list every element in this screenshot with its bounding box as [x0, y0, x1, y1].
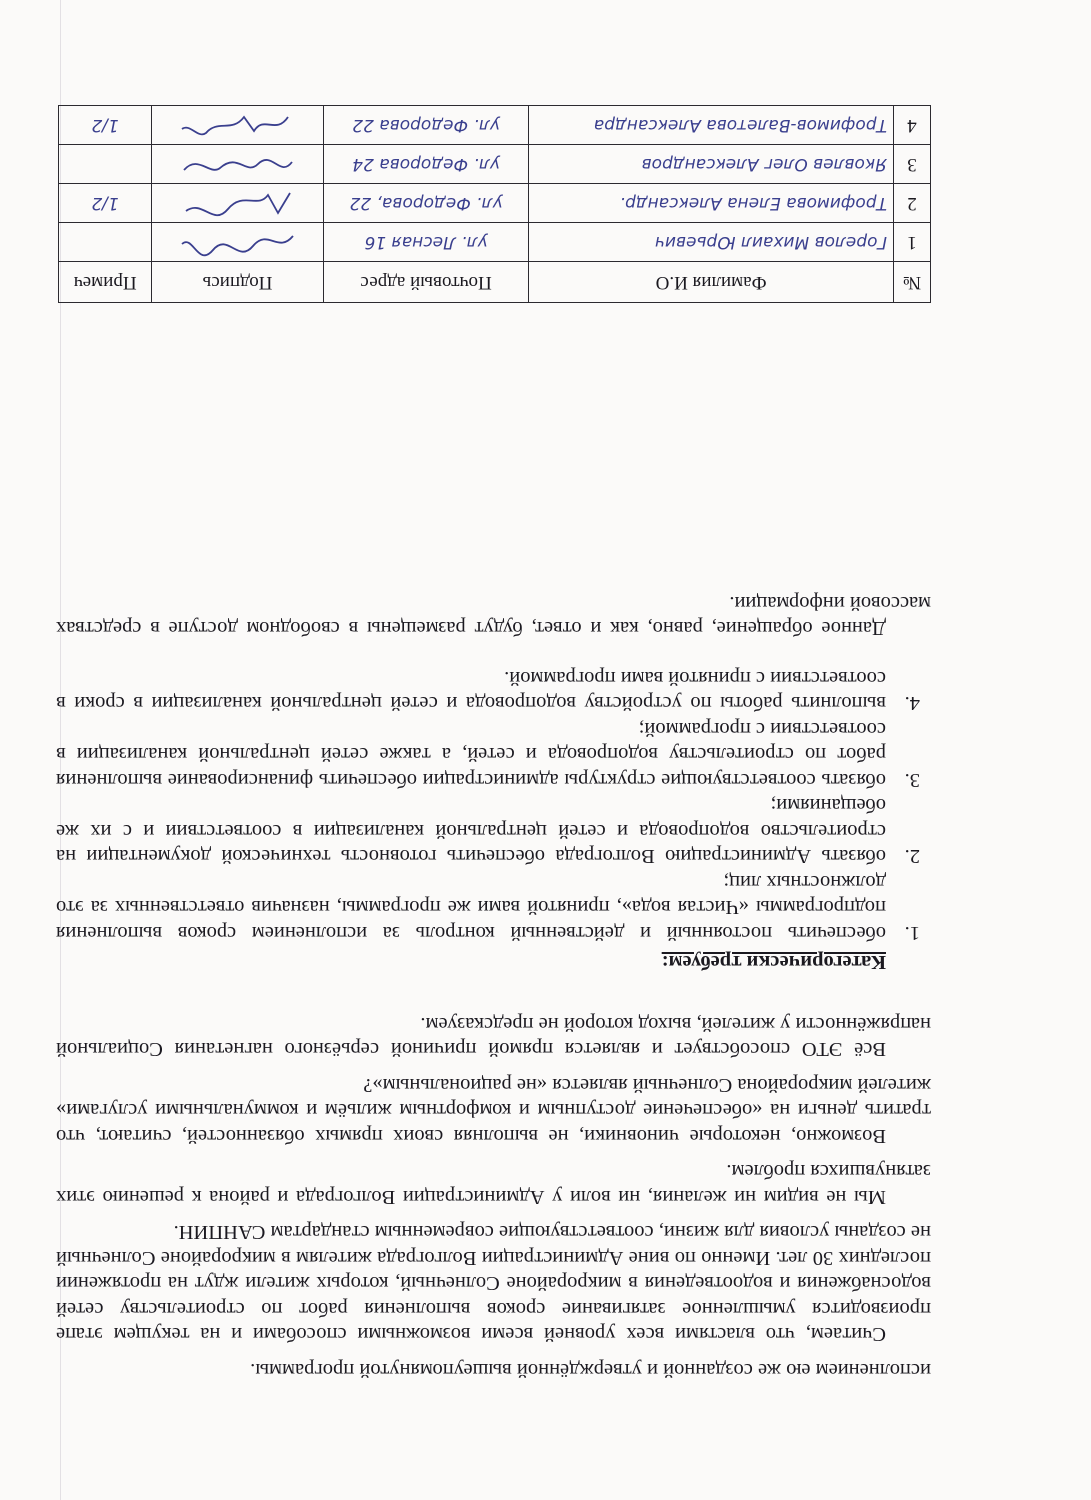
list-item [56, 792, 920, 869]
paragraph-4: Возможно, некоторые чиновники, не выполняя своих прямых обязанностей, считают, что тратить деньги на «обеспечение доступным и комфортным жильём и коммунальными услугами» жителей микрорайона Солнечный является «не рациональным»? [56, 1074, 931, 1147]
list-text: выполнить работы по устройству водопровода и сетей центральной канализации в сроки в соответствии с принятой вами программой. [56, 667, 886, 715]
row-note [59, 145, 152, 184]
demands-list [56, 665, 931, 946]
row-number: 4 [893, 106, 930, 145]
list-number: 2. [904, 845, 920, 868]
row-number: 2 [893, 184, 930, 223]
list-item [56, 665, 920, 716]
row-name: Яковлев Олег Александров [529, 145, 894, 184]
table-header-row [59, 262, 931, 303]
header-note: Примеч [59, 262, 152, 303]
paragraph-5: Всё ЭТО способствует и является прямой причиной серьёзного нагнетания Социальной напряжённости у жителей, выход которой не предсказуем. [56, 1013, 931, 1061]
list-number: 4. [904, 692, 920, 715]
row-address: ул. Федорова, 22 [323, 184, 528, 223]
demands-heading: Категорически требуем: [661, 951, 886, 974]
row-note: 1/2 [59, 184, 152, 223]
row-number: 1 [893, 223, 930, 262]
header-name: Фамилия И.О [529, 262, 894, 303]
paragraph-2: Считаем, что властями всех уровней всеми возможными способами и на текущем этапе производится умышленное затягивание сроков выполнения работ по строительству сетей водоснабжения и водоотведения в микрорайоне Солнечный, которых жители ждут на протяжении последних 30 лет. Именно по вине Администрации Волгограда жителям в микрорайоне Солнечный не созданы условия для жизни, соответствующие современным стандартам САНПИН. [56, 1221, 931, 1346]
header-address: Почтовый адрес [323, 262, 528, 303]
row-name: Трофимов-Валетова Александра [529, 106, 894, 145]
letter-body [56, 590, 931, 1383]
list-number: 1. [904, 922, 920, 944]
closing-paragraph: Данное обращение, равно, как и ответ, будут размещены в свободном доступе в средствах массовой информации. [56, 592, 931, 640]
paragraph-3: Мы не видим ни желания, ни воли у Администрации Волгограда и района к решению этих затянувшихся проблем. [56, 1160, 931, 1208]
list-text: обязать Администрацию Волгограда обеспечить готовность технической документации на строительство водопровода и сетей центральной канализации в соответствии и с их же обещаниями; [56, 794, 886, 868]
list-text: обязать соответствующие структуры администрации обеспечить финансирование выполнения работ по строительству водопровода и сетей, а также сетей центральной канализации в соответствии с программой; [56, 718, 886, 791]
list-item [56, 869, 920, 946]
row-note [59, 223, 152, 262]
signature-mark [178, 187, 298, 219]
list-item [56, 716, 920, 793]
signature-mark [178, 109, 298, 141]
table-row [59, 184, 931, 223]
row-signature [152, 184, 324, 223]
list-number: 3. [904, 769, 920, 791]
paragraph-1: исполнением ею же созданной и утверждённой вышеупомянутой программы. [250, 1359, 931, 1381]
signature-table [58, 105, 931, 303]
row-address: ул. Федорова 24 [323, 145, 528, 184]
row-signature [152, 145, 324, 184]
row-address: ул. Лесная 16 [323, 223, 528, 262]
signature-mark [178, 226, 298, 258]
row-note: 1/2 [59, 106, 152, 145]
row-number: 3 [893, 145, 930, 184]
table-row [59, 106, 931, 145]
list-text: обеспечить постоянный и действенный контроль за исполнением сроков выполнения подпрограммы «Чистая вода», принятой вами же программы, назначив ответственных за это должностных лиц; [56, 871, 886, 944]
table-row [59, 145, 931, 184]
signature-mark [178, 148, 298, 180]
row-name: Трофимова Елена Александр. [529, 184, 894, 223]
row-signature [152, 106, 324, 145]
row-address: ул. Федорова 22 [323, 106, 528, 145]
header-number: № [893, 262, 930, 303]
row-signature [152, 223, 324, 262]
table-row [59, 223, 931, 262]
row-name: Горелов Михаил Юрьевич [529, 223, 894, 262]
header-signature: Подпись [152, 262, 324, 303]
